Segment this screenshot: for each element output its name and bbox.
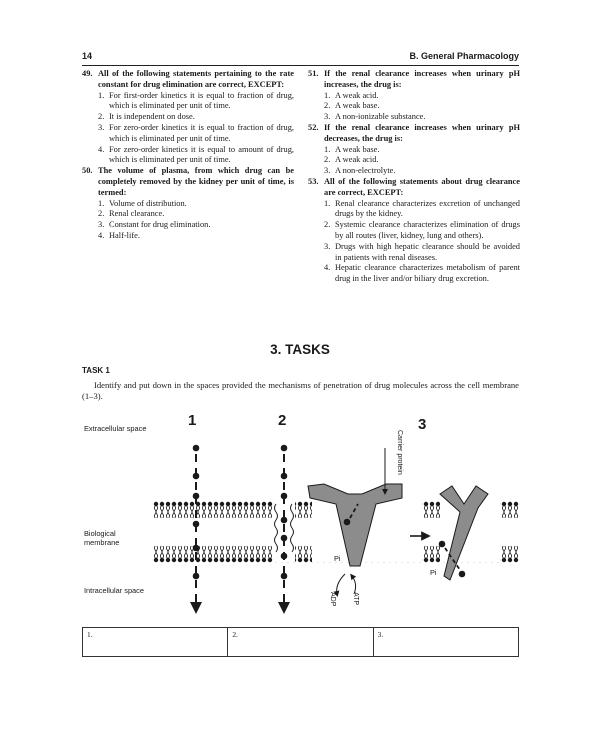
extracellular-label: Extracellular space bbox=[84, 424, 147, 433]
option: 3. Drugs with high hepatic clearance should be avoided in patients with renal diseases. bbox=[324, 241, 520, 262]
lipid-head-inner bbox=[160, 546, 164, 562]
lipid-head-inner bbox=[202, 546, 206, 562]
question-number: 49. bbox=[82, 69, 93, 78]
answer-cell-3[interactable]: 3. bbox=[377, 630, 384, 639]
option: 4. For zero-order kinetics it is equal to amount of drug, which is eliminated per unit of time. bbox=[98, 144, 294, 165]
lipid-head-inner bbox=[268, 546, 272, 562]
lipid-head-outer bbox=[238, 502, 242, 518]
question-52 bbox=[308, 123, 520, 177]
lipid-head-outer bbox=[502, 502, 506, 518]
lipid-head-outer bbox=[298, 502, 302, 518]
lipid-head-outer bbox=[184, 502, 188, 518]
lipid-head-inner bbox=[166, 546, 170, 562]
question-text: If the renal clearance increases when urinary pH decreases, the drug is: bbox=[324, 122, 520, 143]
lipid-head-outer bbox=[250, 502, 254, 518]
membrane-transport-figure bbox=[80, 408, 520, 624]
question-text: All of the following statements about drug clearance are correct, EXCEPT: bbox=[324, 176, 520, 197]
lipid-head-outer bbox=[430, 502, 434, 518]
lipid-head-inner bbox=[250, 546, 254, 562]
lipid-head-inner bbox=[304, 546, 308, 562]
question-49 bbox=[82, 69, 294, 166]
question-51 bbox=[308, 69, 520, 123]
lipid-head-inner bbox=[154, 546, 158, 562]
question-text: All of the following statements pertaining to the rate constant for drug elimination are correct, EXCEPT: bbox=[98, 69, 294, 89]
lipid-head-outer bbox=[304, 502, 308, 518]
page-number: 14 bbox=[82, 51, 93, 61]
lipid-head-outer bbox=[424, 502, 428, 518]
phosphate-right-label: Pi bbox=[430, 568, 437, 577]
membrane-diagram bbox=[80, 408, 520, 624]
lipid-head-outer bbox=[268, 502, 272, 518]
answer-table bbox=[82, 627, 519, 657]
lipid-head-inner bbox=[208, 546, 212, 562]
option: 2. Renal clearance. bbox=[98, 209, 165, 219]
left-column bbox=[82, 69, 294, 242]
question-50 bbox=[82, 166, 294, 242]
question-number: 53. bbox=[308, 176, 319, 186]
lipid-head-inner bbox=[262, 546, 266, 562]
lipid-head-outer bbox=[232, 502, 236, 518]
mechanism-3-active-transport bbox=[308, 448, 500, 594]
lipid-head-outer bbox=[154, 502, 158, 518]
option: 3. A non-electrolyte. bbox=[324, 166, 396, 176]
lipid-head-outer bbox=[178, 502, 182, 518]
lipid-head-inner bbox=[424, 546, 428, 562]
section-title: B. General Pharmacology bbox=[409, 51, 519, 61]
lipid-head-outer bbox=[262, 502, 266, 518]
lipid-head-inner bbox=[184, 546, 188, 562]
option: 1. A weak base. bbox=[324, 144, 380, 154]
option: 1. Renal clearance characterizes excretion of unchanged drugs by the kidney. bbox=[324, 198, 520, 219]
option: 3. For zero-order kinetics it is equal to fraction of drug, which is eliminated per unit of time. bbox=[98, 122, 294, 143]
lipid-head-inner bbox=[238, 546, 242, 562]
lipid-head-inner bbox=[214, 546, 218, 562]
lipid-head-outer bbox=[166, 502, 170, 518]
lipid-head-inner bbox=[430, 546, 434, 562]
question-text: If the renal clearance increases when urinary pH increases, the drug is: bbox=[324, 69, 520, 89]
right-column bbox=[308, 69, 520, 285]
option: 2. A weak acid. bbox=[324, 155, 379, 165]
option: 2. Systemic clearance characterizes elimination of drugs by all routes (liver, kidney, lung and others). bbox=[324, 220, 520, 240]
option: 3. A non-ionizable substance. bbox=[324, 112, 426, 122]
intracellular-label: Intracellular space bbox=[84, 586, 144, 595]
mechanism-2-number: 2 bbox=[278, 412, 287, 429]
question-number: 52. bbox=[308, 122, 319, 132]
lipid-head-inner bbox=[226, 546, 230, 562]
option: 3. Constant for drug elimination. bbox=[98, 220, 211, 230]
lipid-head-outer bbox=[244, 502, 248, 518]
lipid-head-inner bbox=[502, 546, 506, 562]
answer-cell-2[interactable]: 2. bbox=[228, 628, 373, 656]
lipid-head-inner bbox=[436, 546, 440, 562]
lipid-head-outer bbox=[436, 502, 440, 518]
question-text: The volume of plasma, from which drug can be completely removed by the kidney per unit of time, is termed: bbox=[98, 166, 294, 197]
lipid-head-outer bbox=[208, 502, 212, 518]
lipid-head-outer bbox=[226, 502, 230, 518]
lipid-head-inner bbox=[172, 546, 176, 562]
option: 2. A weak base. bbox=[324, 101, 380, 111]
task-instruction: Identify and put down in the spaces provided the mechanisms of penetration of drug molecules across the cell membrane (1–3). bbox=[82, 380, 519, 401]
lipid-head-outer bbox=[190, 502, 194, 518]
question-53 bbox=[308, 177, 520, 285]
mechanism-3-number: 3 bbox=[418, 416, 427, 433]
tasks-heading: 3. TASKS bbox=[270, 342, 330, 357]
answer-cell-1[interactable]: 1. bbox=[83, 628, 228, 656]
lipid-head-inner bbox=[256, 546, 260, 562]
adp-label: ADP bbox=[329, 592, 336, 607]
option: 4. Hepatic clearance characterizes metabolism of parent drug in the liver and/or biliary drug excretion. bbox=[324, 263, 520, 284]
lipid-head-outer bbox=[160, 502, 164, 518]
task-label: TASK 1 bbox=[82, 366, 110, 375]
membrane-label: Biological membrane bbox=[84, 529, 120, 547]
lipid-head-inner bbox=[514, 546, 518, 562]
mechanism-1-number: 1 bbox=[188, 412, 197, 429]
lipid-head-inner bbox=[244, 546, 248, 562]
option: 1. For first-order kinetics it is equal to fraction of drug, which is eliminated per unit of time. bbox=[98, 90, 294, 111]
running-header bbox=[82, 51, 519, 66]
lipid-head-outer bbox=[214, 502, 218, 518]
lipid-head-inner bbox=[508, 546, 512, 562]
lipid-head-outer bbox=[508, 502, 512, 518]
carrier-protein-label: Carrier protein bbox=[396, 430, 403, 475]
mechanism-2-pore bbox=[273, 445, 295, 608]
lipid-head-inner bbox=[220, 546, 224, 562]
lipid-head-inner bbox=[298, 546, 302, 562]
lipid-head-outer bbox=[202, 502, 206, 518]
lipid-head-outer bbox=[172, 502, 176, 518]
atp-label: ATP bbox=[352, 592, 359, 606]
lipid-head-outer bbox=[256, 502, 260, 518]
mechanism-1-diffusion bbox=[193, 445, 200, 608]
question-number: 50. bbox=[82, 166, 93, 176]
option: 4. Half-life. bbox=[98, 230, 140, 240]
question-number: 51. bbox=[308, 69, 319, 78]
lipid-head-outer bbox=[220, 502, 224, 518]
option: 1. A weak acid. bbox=[324, 90, 379, 100]
lipid-head-outer bbox=[514, 502, 518, 518]
lipid-head-inner bbox=[178, 546, 182, 562]
lipid-head-inner bbox=[232, 546, 236, 562]
option: 2. It is independent on dose. bbox=[98, 112, 195, 122]
option: 1. Volume of distribution. bbox=[98, 198, 187, 208]
phosphate-left-label: Pi bbox=[334, 554, 341, 563]
